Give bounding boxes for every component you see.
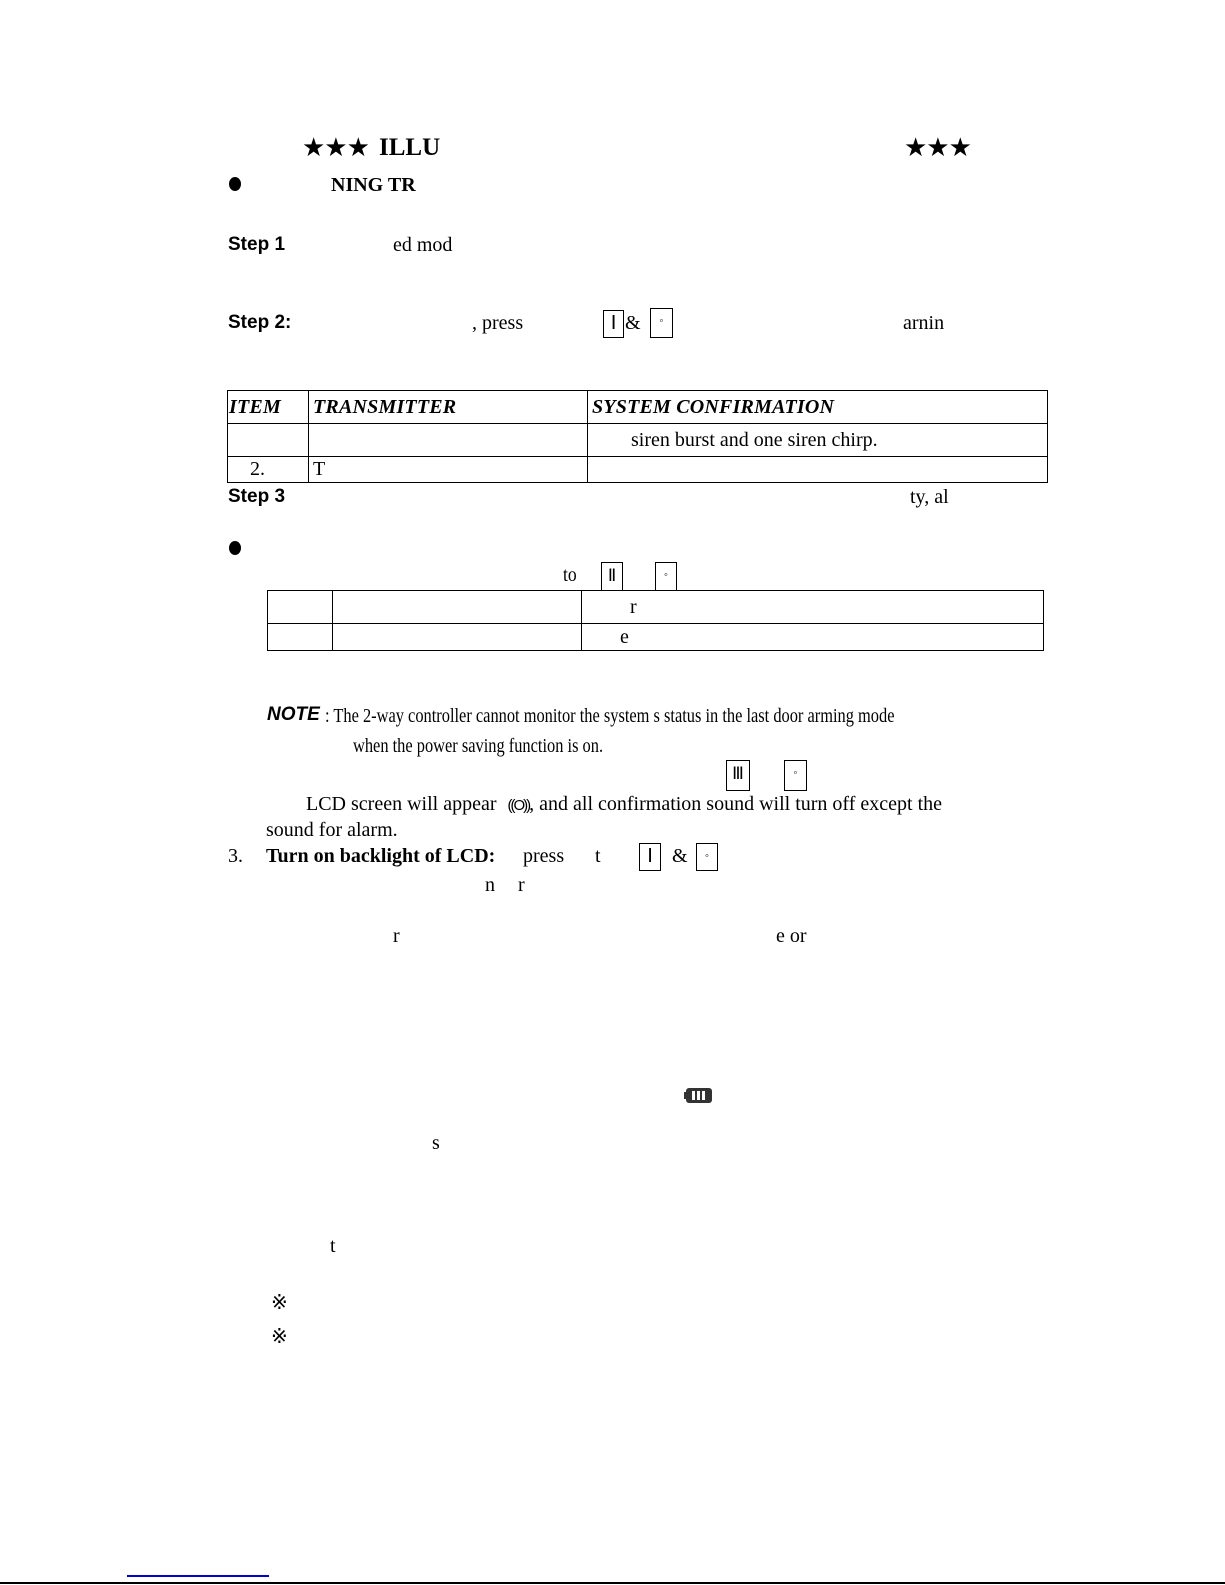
ampersand: &: [625, 312, 641, 334]
table-cell: [268, 624, 333, 651]
fragment-n: n: [485, 874, 495, 896]
table-cell: [333, 624, 582, 651]
fragment-s: s: [432, 1132, 440, 1154]
to-text: to: [563, 564, 577, 586]
step1-label: Step 1: [228, 234, 286, 255]
table-cell: [228, 424, 309, 457]
note-label: NOTE: [267, 704, 320, 725]
table-header-row: [228, 391, 1048, 424]
step1-text: ed mod: [393, 234, 453, 256]
step3-label: Step 3: [228, 486, 286, 507]
fragment-t: t: [330, 1235, 336, 1257]
step3-text: ty, al: [910, 486, 949, 508]
table-cell: 2.: [228, 457, 309, 483]
reference-mark-icon: ※: [271, 1290, 288, 1314]
bullet-icon: [229, 541, 241, 555]
step2-label: Step 2:: [228, 312, 292, 333]
table-row: [268, 624, 1044, 651]
table-row: [228, 457, 1048, 483]
reference-mark-icon: ※: [271, 1324, 288, 1348]
item3-title: Turn on backlight of LCD:: [266, 845, 496, 867]
key-dot-icon: ◦: [784, 760, 807, 791]
bullet-icon: [229, 177, 241, 191]
stars-right: ★★★: [904, 133, 971, 163]
step2-text: , press: [472, 312, 524, 334]
header-item: ITEM: [228, 391, 309, 424]
table-cell: r: [582, 591, 1044, 624]
key-one-icon: Ⅰ: [603, 310, 624, 338]
footer-divider: [0, 1582, 1225, 1584]
table-cell: [588, 457, 1048, 483]
key-one-icon: Ⅰ: [639, 843, 661, 871]
fragment-r2: r: [393, 925, 400, 947]
header-transmitter: TRANSMITTER: [309, 391, 588, 424]
fragment-e-or: e or: [776, 925, 807, 947]
table-cell: T: [309, 457, 588, 483]
page-title: ILLU: [379, 134, 441, 161]
power-saving-line2: sound for alarm.: [266, 819, 398, 841]
key-dot-icon: ◦: [650, 308, 673, 338]
stars-left: ★★★: [302, 133, 369, 163]
header-system-confirmation: SYSTEM CONFIRMATION: [588, 391, 1048, 424]
table-cell: e: [582, 624, 1044, 651]
step2-text-b: arnin: [903, 312, 945, 334]
power-saving-text-b: , and all confirmation sound will turn off except the: [529, 793, 943, 815]
ampersand: &: [672, 845, 688, 867]
battery-icon: [684, 1087, 714, 1104]
table-cell: [309, 424, 588, 457]
key-dot-icon: ◦: [696, 843, 718, 871]
key-two-icon: Ⅱ: [601, 562, 623, 591]
power-saving-line1: [306, 794, 942, 814]
table-row: [268, 591, 1044, 624]
power-saving-icon: ((O)): [507, 797, 530, 814]
link-underline[interactable]: [127, 1575, 269, 1577]
table-cell: [333, 591, 582, 624]
table-row: [228, 424, 1048, 457]
key-dot-icon: ◦: [655, 562, 677, 591]
table-cell: siren burst and one siren chirp.: [588, 424, 1048, 457]
table-cell: [268, 591, 333, 624]
item3-text-a: press: [523, 845, 565, 867]
item3-text-b: t: [595, 845, 601, 867]
power-saving-text-a: LCD screen will appear: [306, 793, 497, 815]
confirmation-table: [227, 390, 1048, 483]
key-three-icon: Ⅲ: [726, 760, 750, 791]
fragment-r: r: [518, 874, 525, 896]
note-text-line2: when the power saving function is on.: [353, 735, 604, 757]
section-title: NING TR: [331, 174, 416, 196]
note-text-line1: : The 2-way controller cannot monitor the system s status in the last door arming mode: [325, 705, 895, 727]
item3-number: 3.: [228, 845, 243, 867]
mode-table: [267, 590, 1044, 651]
